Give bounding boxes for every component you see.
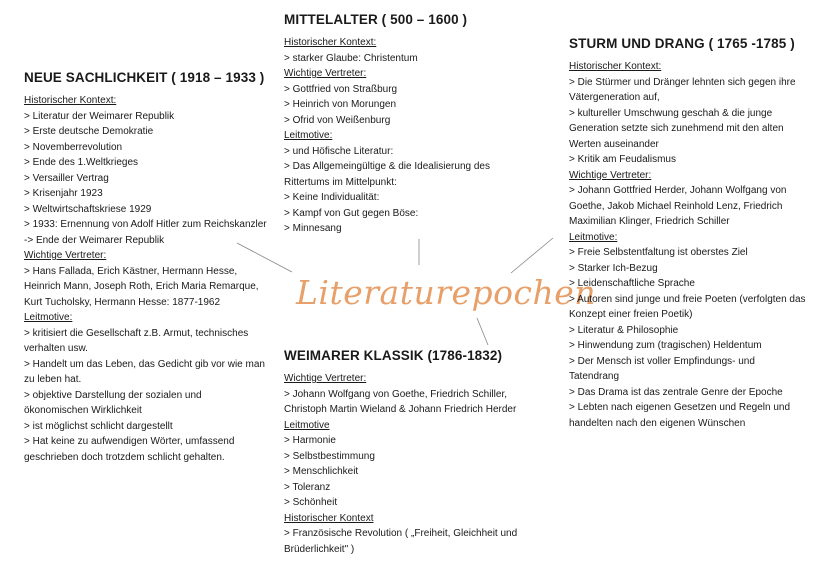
list-item: > Ofrid von Weißenburg — [284, 114, 391, 126]
list-item: > Lebten nach eigenen Gesetzen und Regeln und handelten nach den eigenen Wünschen — [569, 402, 791, 429]
connector-weimarer-klassik — [477, 318, 488, 345]
list-item: > Literatur der Weimarer Republik — [24, 110, 175, 122]
list-item: > Minnesang — [284, 223, 342, 234]
list-item: > Menschlichkeit — [284, 466, 359, 477]
list-item: > Handelt um das Leben, das Gedicht gib vor wie man zu leben hat. — [24, 358, 265, 385]
vertreter-heading: Wichtige Vertreter: — [24, 250, 107, 261]
list-item: > Starker Ich-Bezug — [569, 262, 658, 274]
list-item: > Kritik am Feudalismus — [569, 154, 676, 165]
kontext-heading: Historischer Kontext: — [284, 37, 377, 48]
list-item: > Johann Wolfgang von Goethe, Friedrich Schiller, Christoph Martin Wieland & Johann Friedrich Herder — [284, 388, 517, 415]
list-item: > Die Stürmer und Dränger lehnten sich gegen ihre Vätergeneration auf, — [569, 76, 796, 103]
list-item: > 1933: Ernennung von Adolf Hitler zum Reichskanzler -> Ende der Weimarer Republik — [24, 219, 267, 246]
list-item: > Weltwirtschaftskriese 1929 — [24, 203, 152, 215]
list-item: > Der Mensch ist voller Empfindungs- und Tatendrang — [569, 355, 755, 382]
section-title: NEUE SACHLICHKEIT ( 1918 – 1933 ) — [24, 70, 265, 85]
list-item: > ist möglichst schlicht dargestellt — [24, 420, 173, 432]
connector-sturm-und-drang — [511, 238, 553, 273]
center-title: Literaturepochen — [296, 273, 597, 312]
kontext-heading: Historischer Kontext — [284, 512, 374, 524]
leitmotive-heading: Leitmotive: — [569, 231, 618, 243]
vertreter-heading: Wichtige Vertreter: — [569, 169, 652, 181]
list-item: > Versailler Vertrag — [24, 172, 109, 184]
list-item: > Novemberrevolution — [24, 141, 123, 153]
kontext-heading: Historischer Kontext: — [569, 61, 662, 72]
vertreter-heading: Wichtige Vertreter: — [284, 373, 367, 384]
kontext-heading: Historischer Kontext: — [24, 95, 117, 106]
leitmotive-heading: Leitmotive: — [284, 130, 333, 141]
list-item: > kultureller Umschwung geschah & die junge Generation setzte sich zunehmend mit den alten Werten auseinander — [569, 107, 784, 150]
list-item: > objektive Darstellung der sozialen und ökonomischen Wirklichkeit — [24, 389, 202, 416]
section-mittelalter — [284, 12, 534, 237]
list-item: > Autoren sind junge und freie Poeten (verfolgten das Konzept einer freien Poetik) — [569, 293, 806, 320]
list-item: > Krisenjahr 1923 — [24, 188, 103, 199]
list-item: > Kampf von Gut gegen Böse: — [284, 207, 419, 219]
section-title: WEIMARER KLASSIK (1786-1832) — [284, 348, 503, 363]
list-item: > Schönheit — [284, 497, 338, 508]
section-neue-sachlichkeit — [24, 70, 267, 465]
list-item: > Erste deutsche Demokratie — [24, 126, 154, 137]
leitmotive-heading: Leitmotive — [284, 419, 330, 431]
list-item: > Heinrich von Morungen — [284, 99, 397, 110]
list-item: > Toleranz — [284, 481, 331, 493]
list-item: > Selbstbestimmung — [284, 450, 375, 462]
section-title: STURM UND DRANG ( 1765 -1785 ) — [569, 36, 795, 51]
list-item: > Leidenschaftliche Sprache — [569, 278, 695, 289]
vertreter-heading: Wichtige Vertreter: — [284, 68, 367, 79]
list-item: > Johann Gottfried Herder, Johann Wolfgang von Goethe, Jakob Michael Reinhold Lenz, Friedrich Maximilian Klinger, Friedrich Schiller — [569, 185, 787, 227]
section-weimarer-klassik — [284, 348, 552, 557]
list-item: > Gottfried von Straßburg — [284, 83, 398, 95]
list-item: > starker Glaube: Christentum — [284, 52, 418, 64]
list-item: > Literatur & Philosophie — [569, 324, 679, 336]
list-item: > Hinwendung zum (tragischen) Heldentum — [569, 340, 762, 351]
list-item: > Das Drama ist das zentrale Genre der Epoche — [569, 386, 783, 398]
section-title: MITTELALTER ( 500 – 1600 ) — [284, 12, 468, 27]
list-item: > Ende des 1.Weltkrieges — [24, 157, 139, 168]
list-item: > Harmonie — [284, 435, 336, 446]
list-item: > Das Allgemeingültige & die Idealisierung des Rittertums im Mittelpunkt: — [284, 161, 490, 188]
section-sturm-und-drang — [569, 36, 807, 431]
list-item: > Französische Revolution ( „Freiheit, Gleichheit und Brüderlichkeit" ) — [284, 528, 518, 555]
list-item: > und Höfische Literatur: — [284, 145, 394, 157]
list-item: > Keine Individualität: — [284, 192, 380, 203]
list-item: > Freie Selbstentfaltung ist oberstes Ziel — [569, 247, 748, 258]
list-item: > kritisiert die Gesellschaft z.B. Armut, technisches verhalten usw. — [24, 327, 249, 354]
list-item: > Hat keine zu aufwendigen Wörter, umfassend geschrieben doch trotzdem schlicht gehalten. — [24, 436, 235, 463]
leitmotive-heading: Leitmotive: — [24, 312, 73, 323]
list-item: > Hans Fallada, Erich Kästner, Hermann Hesse, Heinrich Mann, Joseph Roth, Erich Maria Remarque, Kurt Tucholsky, Hermann Hesse: 1877-1962 — [24, 265, 259, 308]
